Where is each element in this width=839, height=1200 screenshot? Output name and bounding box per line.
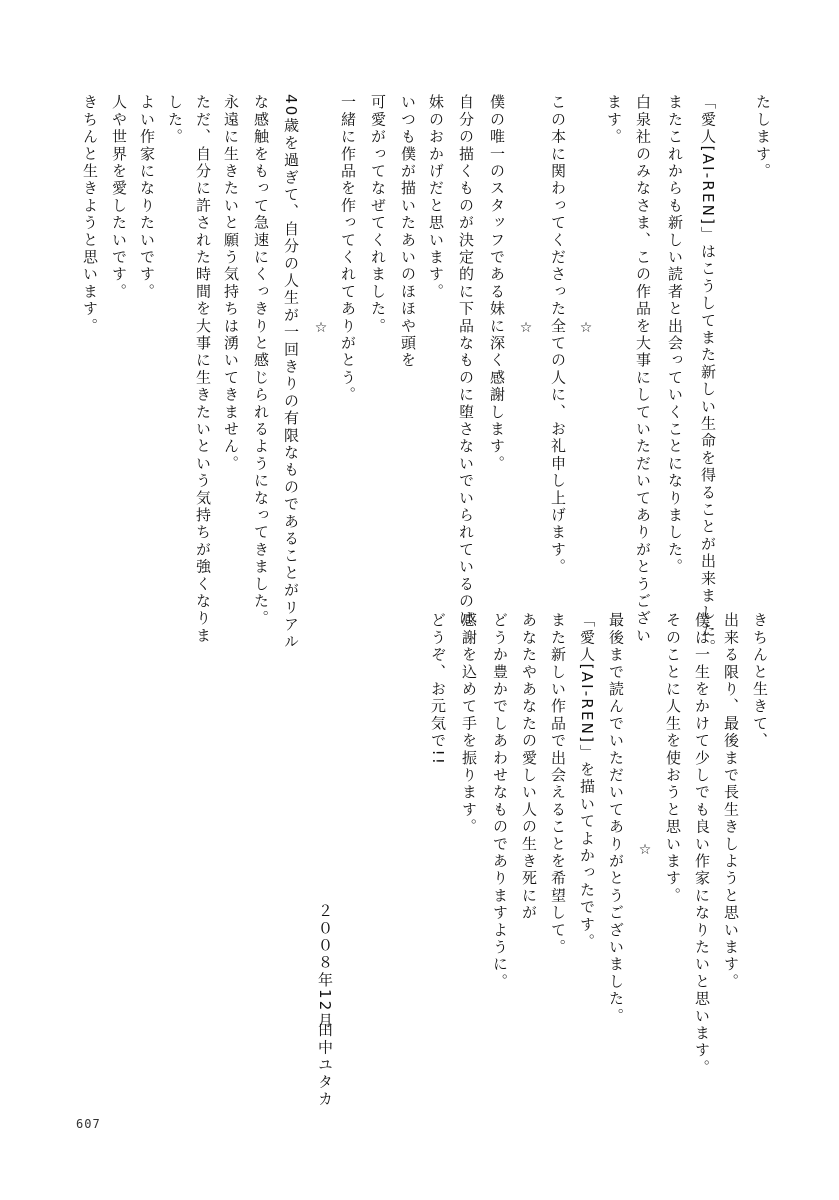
text-line: 自分の描くものが決定的に下品なものに堕さないでいられているのは: [457, 94, 475, 628]
text-line: きちんと生きようと思います。: [81, 94, 99, 335]
text-line: そのことに人生を使おうと思います。: [664, 612, 682, 905]
signature-author: 田中ユタカ: [316, 1022, 334, 1108]
text-line: 感謝を込めて手を振ります。: [460, 612, 478, 836]
text-line: 出来る限り、最後まで長生きしようと思います。: [722, 612, 740, 991]
text-line: たします。: [754, 94, 772, 180]
text-line: 可愛がってなぜてくれました。: [369, 94, 387, 335]
text-line: いつも僕が描いたあいのほほや頭を: [399, 94, 417, 370]
star-divider: ☆: [518, 320, 534, 336]
text-line: ます。: [605, 94, 623, 146]
star-divider: ☆: [637, 842, 653, 858]
text-line: な感触をもって急速にくっきりと感じられるようになってきました。: [252, 94, 270, 628]
text-line: きちんと生きて、: [751, 612, 769, 750]
text-line: 白泉社のみなさま、この作品を大事にしていただいてありがとうござい: [634, 94, 652, 645]
text-line: またこれからも新しい読者と出会っていくことになりました。: [666, 94, 684, 576]
text-line: 人や世界を愛したいです。: [110, 94, 128, 301]
page-number: 607: [76, 1117, 101, 1131]
star-divider: ☆: [313, 320, 329, 336]
text-line: 最後まで読んでいただいてありがとうございました。: [607, 612, 625, 1025]
text-line: 僕の唯一のスタッフである妹に深く感謝します。: [488, 94, 506, 473]
star-divider: ☆: [578, 320, 594, 336]
text-line: 「愛人[AI-REN]」はこうしてまた新しい生命を得ることが出来ました。: [699, 94, 717, 657]
text-line: ただ、自分に許された時間を大事に生きたいという気持ちが強くなりま: [194, 94, 212, 645]
text-line: どうぞ、お元気で!!: [429, 612, 447, 767]
text-line: 40歳を過ぎて、自分の人生が一回きりの有限なものであることがリアル: [282, 94, 300, 651]
text-line: どうか豊かでしあわせなものでありますように。: [491, 612, 509, 991]
text-line: よい作家になりたいです。: [138, 94, 156, 301]
text-line: 「愛人[AI-REN]」を描いてよかったです。: [578, 612, 596, 951]
text-line: 永遠に生きたいと願う気持ちは湧いてきません。: [222, 94, 240, 473]
text-line: した。: [166, 94, 184, 146]
text-line: また新しい作品で出会えることを希望して。: [549, 612, 567, 956]
text-line: この本に関わってくださった全ての人に、お礼申し上げます。: [549, 94, 567, 576]
signature-date: ２００８年12月: [316, 903, 334, 1030]
text-line: 僕は一生をかけて少しでも良い作家になりたいと思います。: [693, 612, 711, 1077]
text-line: 妹のおかげだと思います。: [427, 94, 445, 301]
text-line: あなたやあなたの愛しい人の生き死にが: [520, 612, 538, 922]
text-line: 一緒に作品を作ってくれてありがとう。: [339, 94, 357, 404]
